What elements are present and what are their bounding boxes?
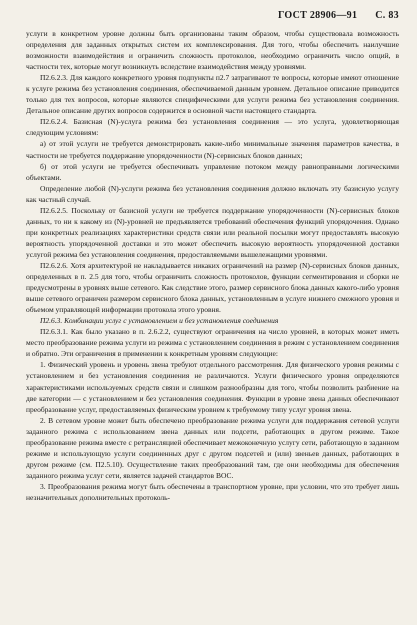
section-heading-p2-6-3: П2.6.3. Комбинации услуг с установлением и без установления соединения: [40, 316, 279, 326]
list-item-b: б) от этой услуги не требуется обеспечивать управление потоком между равноправными логическими объектами.: [26, 161, 399, 182]
page-header: [26, 10, 399, 24]
paragraph-definition: Определение любой (N)-услуги режима без установления соединения должно включать эту базисную услугу как частный случай.: [26, 183, 399, 204]
paragraph-continued: услуги в конкретном уровне должны быть организованы таким образом, чтобы существовала возможность определения для заданных открытых систем их комплексирования. Для того, чтобы обеспечить наилучшие возможности взаимодействия и ограничить сложность протоколов, необходимо ограничить число опций, в частности тех, которые могут возникнуть вследствие взаимодействия между уровнями.: [26, 29, 399, 72]
paragraph-p2-6-3-1: П2.6.3.1. Как было указано в п. 2.6.2.2, существуют ограничения на число уровней, в которых может иметь место преобразование режима услуги из режима с установлением соединения в режим с установлением соединения и обратно. Эти ограничения в применении к конкретным уровням следующие:: [26, 327, 399, 359]
list-item-2: 2. В сетевом уровне может быть обеспечено преобразование режима услуги для поддержания сетевой услуги заданного режима с использованием звена данных или подсети, работающих в другом режиме. Такое преобразование режима вместе с ретрансляцией обеспечивает межоконечную услугу сети, работающую в заданном режиме и использующую услуги соединенных друг с другом подсетей и (или) звеньев данных, работающих в другом режиме (см. П2.5.10). Осуществление таких преобразований там, где они необходимы для обеспечения заданного режима услуг сети, является задачей стандартов ВОС.: [26, 415, 399, 480]
page-number: С. 83: [375, 10, 399, 21]
list-item-a: а) от этой услуги не требуется демонстрировать какие-либо минимальные значения параметров качества, в частности не требуется поддержание упорядоченности (N)-сервисных блоков данных;: [26, 139, 399, 160]
paragraph-p2-6-2-6: П2.6.2.6. Хотя архитектурой не накладывается никаких ограничений на размер (N)-сервисных блоков данных, определенных в п. 2.5 для того, чтобы ограничить сложность протоколов, функции сегментирования и сборки не предусмотрены в уровнях выше сетевого. Как следствие этого, размер сервисного блока данных какого-либо уровня выше сетевого ограничен размером сервисного блока данных, установленным в услуге нижнего смежного уровня и объемом управляющей информации протокола этого уровня.: [26, 260, 399, 315]
paragraph-p2-6-2-5: П2.6.2.5. Поскольку от базисной услуги не требуется поддержание упорядоченности (N)-сервисных блоков данных, то ни к какому из (N)-уровней не предъявляется требований обеспечения функций упорядочения. Однако при конкретных реализациях характеристики средств связи или реальной посылки могут предоставлять высокую вероятность упорядоченной доставки и это может обеспечить высокую вероятность упорядоченной доставки услугой режима без установления соединения, предоставляемыми вышележащими уровнями.: [26, 205, 399, 259]
list-item-1: 1. Физический уровень и уровень звена требуют отдельного рассмотрения. Для физического уровня режимы с установлением и без установления соединения не различаются. Услуги физического уровня определяются характеристиками используемых средств связи и слишком разнообразны для того, чтобы позволить разбиение на две категории — с установлением и без установления соединения. Функции в уровне звена данных обеспечивают преобразование услуг, предоставляемых физическим уровнем к требуемому типу услуг уровня звена.: [26, 360, 399, 414]
list-item-3: 3. Преобразования режима могут быть обеспечены в транспортном уровне, при условии, что это требует лишь незначительных дополнительных протоколь-: [26, 481, 399, 502]
paragraph-p2-6-2-3: П2.6.2.3. Для каждого конкретного уровня подпункты п2.7 затрагивают те вопросы, которые имеют отношение к услуге режима без установления соединения, обеспечиваемой данным уровнем. Детальное описание приводится только для тех вопросов, которые являются специфическими для услуги режима без установления соединения. Детальное описание других вопросов содержится в основной части настоящего стандарта.: [26, 73, 399, 116]
body-text: [26, 28, 399, 503]
paragraph-p2-6-2-4: П2.6.2.4. Базисная (N)-услуга режима без установления соединения — это услуга, удовлетворяющая следующим условиям:: [26, 117, 399, 138]
standard-number: ГОСТ 28906—91: [277, 10, 358, 21]
